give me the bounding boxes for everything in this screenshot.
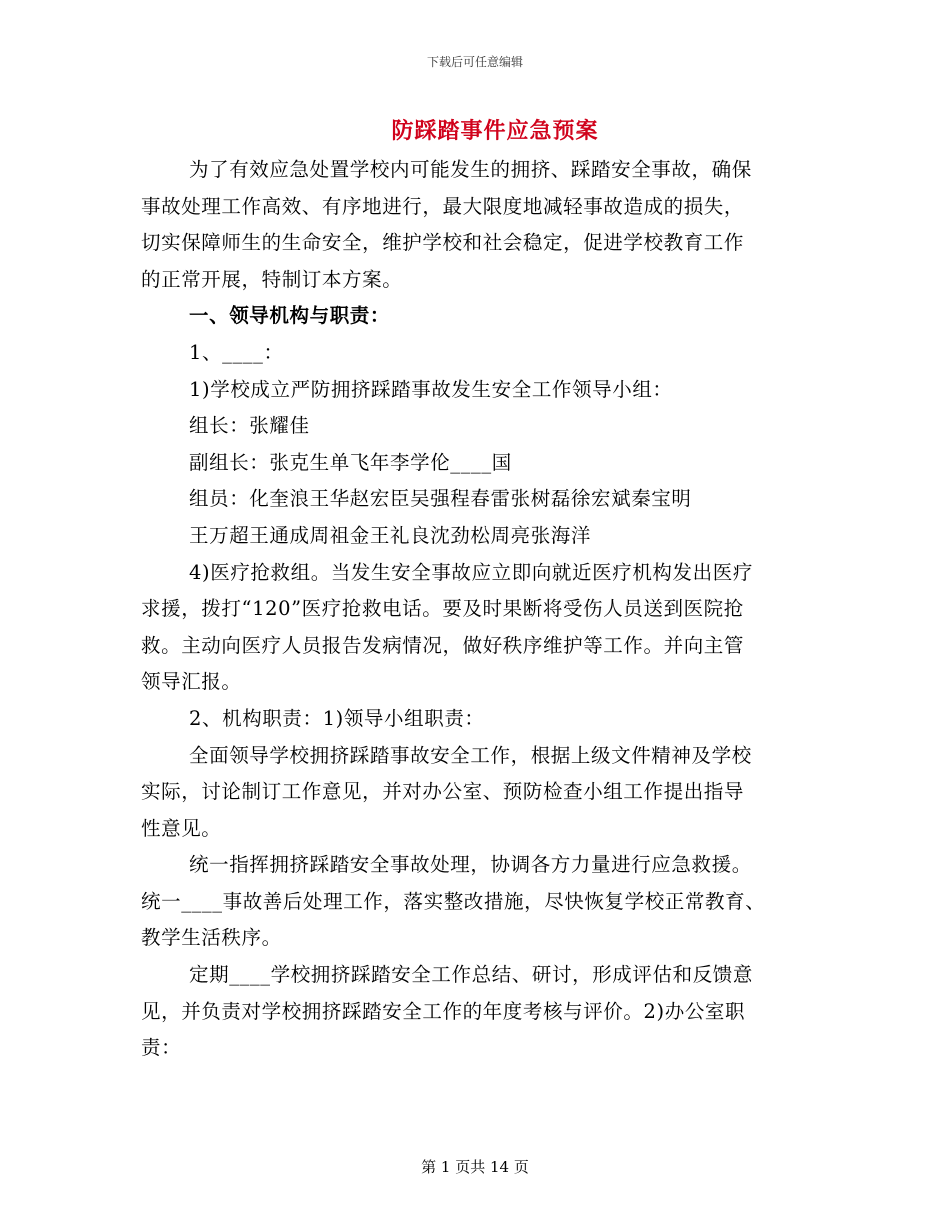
body-line: 1)学校成立严防拥挤踩踏事故发生安全工作领导小组： [189,377,673,401]
body-line: 责： [141,1036,182,1060]
body-line: 教学生活秩序。 [141,926,282,950]
body-line: 副组长：张克生单飞年李学伦____国 [189,450,512,474]
body-line: 见，并负责对学校拥挤踩踏安全工作的年度考核与评价。2)办公室职 [141,999,746,1023]
body-line: 领导汇报。 [141,670,242,694]
subsection-heading: 1、____： [189,340,284,364]
subsection-heading: 2、机构职责：1)领导小组职责： [189,706,485,730]
body-line: 王万超王通成周祖金王礼良沈劲松周亮张海洋 [189,523,592,547]
body-line: 组员：化奎浪王华赵宏臣吴强程春雷张树磊徐宏斌秦宝明 [189,487,692,511]
body-line: 为了有效应急处置学校内可能发生的拥挤、踩踏安全事故，确保 [189,158,752,181]
header-note: 下载后可任意编辑 [426,55,523,69]
document-title: 防踩踏事件应急预案 [391,118,599,144]
document-body [141,152,809,1067]
body-line: 定期____学校拥挤踩踏安全工作总结、研讨，形成评估和反馈意 [189,963,754,987]
body-line: 统一____事故善后处理工作，落实整改措施，尽快恢复学校正常教育、 [141,889,766,913]
body-line: 全面领导学校拥挤踩踏事故安全工作，根据上级文件精神及学校 [189,743,752,767]
body-line: 性意见。 [141,816,222,840]
body-line: 组长：张耀佳 [189,414,310,438]
body-line: 救。主动向医疗人员报告发病情况，做好秩序维护等工作。并向主管 [141,633,745,657]
section-heading: 一、领导机构与职责： [189,304,391,328]
body-line: 事故处理工作高效、有序地进行，最大限度地减轻事故造成的损失， [141,194,745,218]
body-line: 的正常开展，特制订本方案。 [141,267,403,291]
body-line: 切实保障师生的生命安全，维护学校和社会稳定，促进学校教育工作 [141,231,745,255]
body-line: 实际，讨论制订工作意见，并对办公室、预防检查小组工作提出指导 [141,780,745,804]
body-line: 4)医疗抢救组。当发生安全事故应立即向就近医疗机构发出医疗 [189,560,753,584]
body-line: 求援，拨打“120”医疗抢救电话。要及时果断将受伤人员送到医院抢 [141,597,744,621]
page-number: 第 1 页共 14 页 [421,1158,529,1176]
body-line: 统一指挥拥挤踩踏安全事故处理，协调各方力量进行应急救援。 [189,853,752,877]
